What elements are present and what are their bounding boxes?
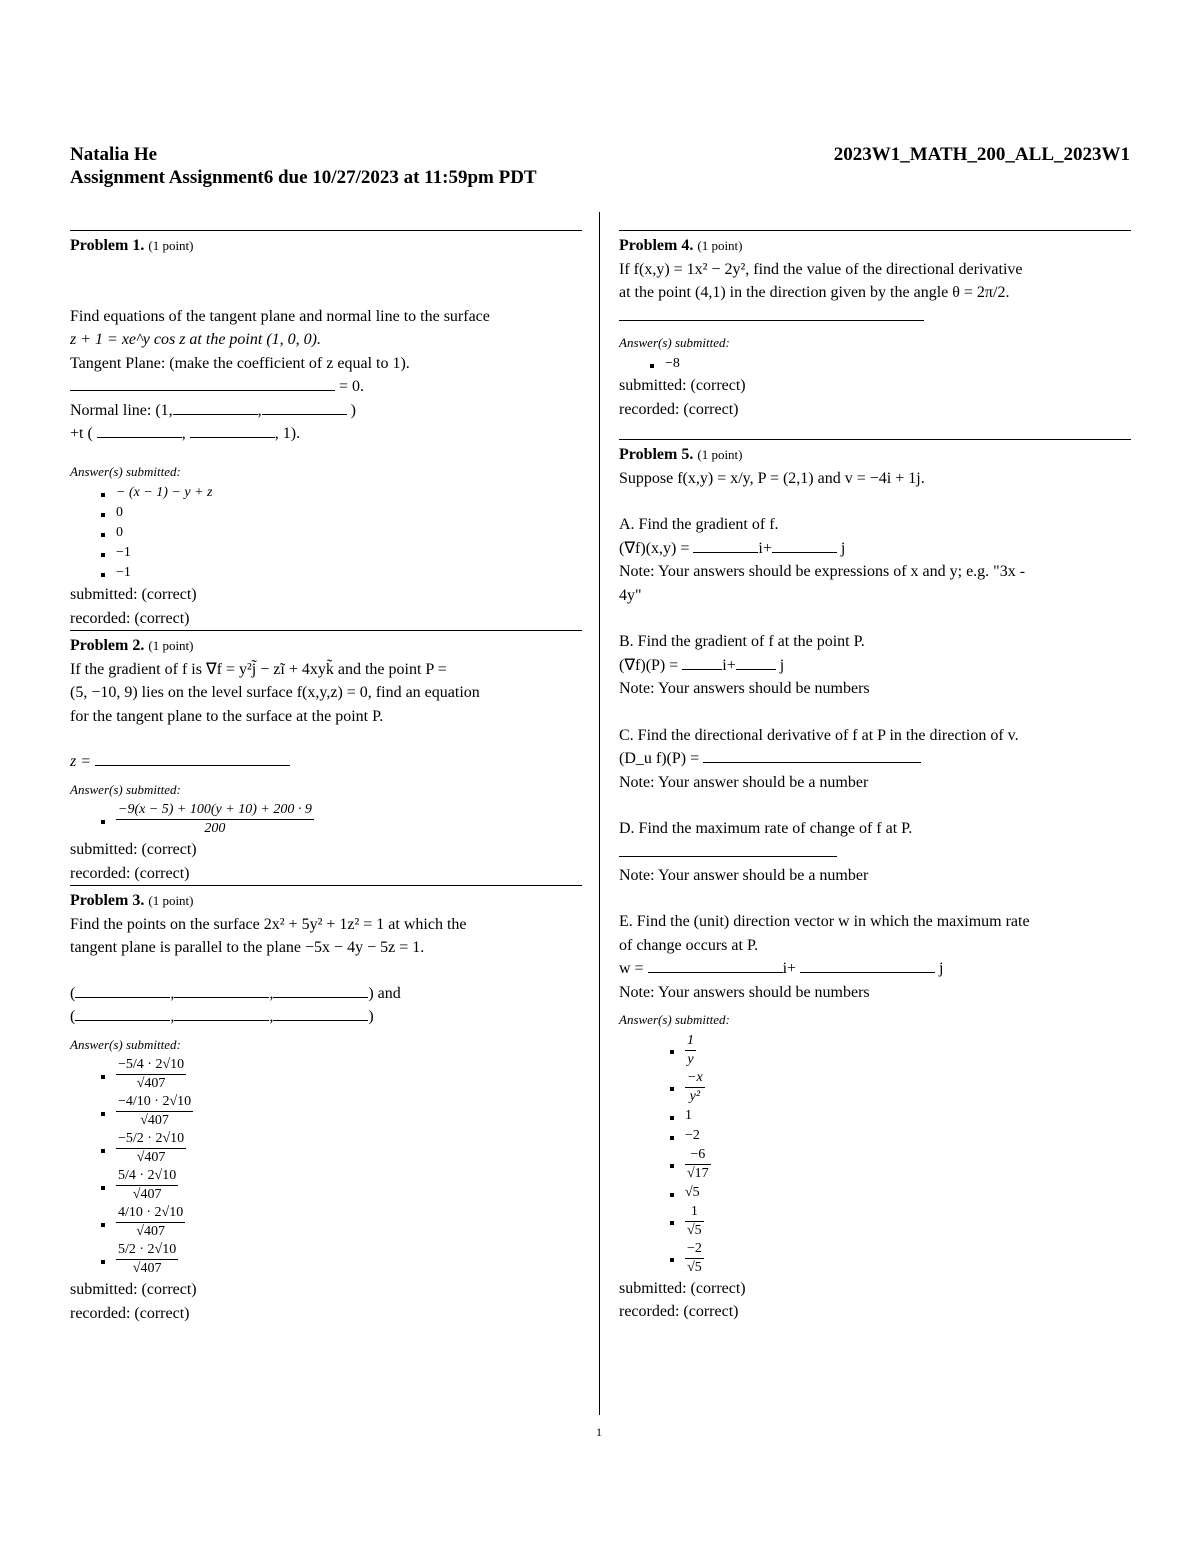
page-number: 1 [596, 1425, 602, 1439]
normal-line-t-label: +t ( [70, 425, 93, 442]
and-text: and [377, 984, 401, 1002]
problem-1: Problem 1. (1 point) Find equations of the tangent plane and normal line to the surface z + 1 = xe^y cos z at the point (1, 0, 0). Tangent Plane: (make the coefficient of z equal to 1). = 0. Normal line: (1, , ) +t ( , , 1). Answer(s) submitted: − (x − 1) − y + z 0 0 −1 −1 submitted: (correct) recorded: (correct) [70, 230, 582, 630]
fraction: $\frac{1}{y}$ [687, 1032, 694, 1067]
problem-5 [619, 439, 1131, 1324]
problem-2-submitted: submitted: (correct) [70, 841, 197, 858]
problem-3-text-2: tangent plane is parallel to the plane −5x − 4y − 5z = 1. [70, 939, 425, 956]
part-e-prompt-2: of change occurs at P. [619, 936, 759, 954]
z-label: z = [70, 753, 92, 770]
problem-3: Problem 3. (1 point) Find the points on the surface 2x² + 5y² + 1z² = 1 at which the tangent plane is parallel to the plane −5x − 4y − 5z = 1. ( , , ) and ( , , ) Answer(s) submitted: $\frac{-5/4 \cdot 2√10}{√407}$ $\frac{-4/10 \cdot 2√10}{√407}$ $\frac{-5/2 \cdot 2√10}{√407}$ $\frac{5/4 \cdot 2√10}{√407}$ $\frac{4/10 \cdot 2√10}{√407}$ $\frac{5/2 \cdot 2√10}{√407}$ submitted: (correct) recorded: (correct) [70, 885, 582, 1325]
normal-line-input-1[interactable] [173, 399, 258, 415]
normal-line-close: ) [350, 401, 356, 419]
max-rate-input[interactable] [619, 841, 837, 857]
j-unit: j [779, 656, 785, 674]
part-a-label: (∇f)(x,y) = [619, 539, 690, 557]
problem-2-recorded: recorded: (correct) [70, 864, 190, 882]
student-name: Natalia He [70, 144, 158, 165]
problem-1-text-2: z + 1 = xe^y cos z at the point (1, 0, 0). [70, 331, 321, 348]
point-1-z-input[interactable] [273, 982, 368, 998]
problem-3-submitted: submitted: (correct) [70, 1281, 197, 1298]
list-item: −1 [116, 543, 582, 563]
problem-4-title: Problem 4. [619, 237, 694, 254]
tangent-plane-z-input[interactable] [95, 750, 290, 766]
problem-5-title: Problem 5. [619, 446, 694, 463]
list-item [685, 1032, 1131, 1069]
fraction: $\frac{-4/10 \cdot 2√10}{√407}$ [118, 1094, 192, 1128]
problem-2-answer-list [70, 801, 582, 838]
problem-2 [70, 630, 582, 885]
list-item: 1 [685, 1106, 1131, 1126]
assignment-title: Assignment Assignment6 due 10/27/2023 at 11:59pm PDT [70, 167, 537, 188]
normal-line-input-2[interactable] [262, 399, 347, 415]
part-c-note: Note: Your answer should be a number [619, 773, 869, 791]
fraction: $\frac{-5/4 \cdot 2√10}{√407}$ [118, 1057, 185, 1091]
problem-1-text-1: Find equations of the tangent plane and normal line to the surface [70, 307, 490, 325]
part-e-prompt: E. Find the (unit) direction vector w in which the maximum rate [619, 913, 1030, 930]
problem-3-answers-label: Answer(s) submitted: [70, 1036, 181, 1052]
problem-2-text-2: (5, −10, 9) lies on the level surface f(x,y,z) = 0, find an equation [70, 684, 480, 701]
left-column [70, 212, 582, 1325]
problem-4-text-2: at the point (4,1) in the direction given by the angle θ = 2π/2. [619, 284, 1010, 301]
part-a-note-2: 4y" [619, 586, 642, 604]
list-item: 0 [116, 503, 582, 523]
point-2-y-input[interactable] [174, 1005, 269, 1021]
problem-4 [619, 230, 1131, 421]
right-column [619, 212, 1131, 1324]
fraction: $\frac{4/10 \cdot 2√10}{√407}$ [118, 1205, 184, 1239]
part-b-note: Note: Your answers should be numbers [619, 680, 870, 697]
list-item [116, 1056, 582, 1093]
list-item [116, 1093, 582, 1130]
course-code: 2023W1_MATH_200_ALL_2023W1 [833, 144, 1130, 165]
problem-5-submitted: submitted: (correct) [619, 1279, 746, 1297]
fraction: $\frac{5/2 \cdot 2√10}{√407}$ [118, 1242, 177, 1276]
fraction: $\frac{-9(x - 5) + 100(y + 10) + 200 \cdot 9}{200}$ [118, 802, 312, 836]
problem-3-text-1: Find the points on the surface 2x² + 5y² + 1z² = 1 at which the [70, 915, 467, 933]
problem-4-text-1: If f(x,y) = 1x² − 2y², find the value of the directional derivative [619, 260, 1023, 278]
problem-1-text-3: Tangent Plane: (make the coefficient of z equal to 1). [70, 354, 410, 372]
problem-3-recorded: recorded: (correct) [70, 1304, 190, 1322]
problem-4-points: (1 point) [697, 238, 743, 253]
point-2-z-input[interactable] [273, 1005, 368, 1021]
gradient-j-input[interactable] [772, 537, 837, 553]
directional-derivative-p-input[interactable] [703, 747, 921, 763]
fraction: $\frac{1}{√5}$ [687, 1203, 702, 1238]
normal-line-input-4[interactable] [190, 422, 275, 438]
problem-1-points: (1 point) [148, 238, 194, 253]
problem-1-answer-list [70, 483, 582, 583]
direction-j-input[interactable] [800, 957, 935, 973]
problem-3-title: Problem 3. [70, 892, 145, 909]
direction-i-input[interactable] [648, 957, 783, 973]
list-item: √5 [685, 1183, 1131, 1203]
problem-2-title: Problem 2. [70, 637, 145, 654]
i-plus: i+ [722, 656, 736, 674]
part-b-prompt: B. Find the gradient of f at the point P. [619, 633, 865, 650]
tangent-plane-input[interactable] [70, 375, 335, 391]
i-plus: i+ [758, 539, 772, 557]
part-c-label: (D_u f)(P) = [619, 750, 700, 767]
part-d-prompt: D. Find the maximum rate of change of f at P. [619, 820, 913, 837]
part-e-note: Note: Your answers should be numbers [619, 983, 870, 1001]
problem-5-recorded: recorded: (correct) [619, 1303, 739, 1320]
problem-4-answer-list [619, 354, 1131, 374]
list-item: −8 [665, 354, 1131, 374]
list-item [685, 1069, 1131, 1106]
gradient-p-i-input[interactable] [682, 654, 722, 670]
problem-5-answer-list [619, 1032, 1131, 1277]
gradient-i-input[interactable] [693, 537, 758, 553]
list-item: − (x − 1) − y + z [116, 483, 582, 503]
point-2-x-input[interactable] [75, 1005, 170, 1021]
problem-3-points: (1 point) [148, 893, 194, 908]
list-item [685, 1146, 1131, 1183]
part-c-prompt: C. Find the directional derivative of f at P in the direction of v. [619, 726, 1019, 744]
normal-line-input-3[interactable] [97, 422, 182, 438]
list-item [116, 1241, 582, 1278]
fraction: $\frac{-5/2 \cdot 2√10}{√407}$ [118, 1131, 185, 1165]
problem-1-recorded: recorded: (correct) [70, 609, 190, 627]
problem-2-points: (1 point) [148, 638, 194, 653]
list-item [116, 1167, 582, 1204]
fraction: $\frac{-6}{√17}$ [687, 1146, 709, 1181]
list-item: 0 [116, 523, 582, 543]
problem-3-answer-list [70, 1056, 582, 1278]
problem-1-submitted: submitted: (correct) [70, 586, 197, 603]
column-divider [599, 212, 600, 1415]
problem-1-answers-label: Answer(s) submitted: [70, 463, 181, 479]
problem-4-submitted: submitted: (correct) [619, 377, 746, 394]
list-item: −2 [685, 1126, 1131, 1146]
part-a-prompt: A. Find the gradient of f. [619, 516, 779, 533]
list-item [685, 1240, 1131, 1277]
problem-1-title: Problem 1. [70, 237, 145, 254]
part-d-note: Note: Your answer should be a number [619, 866, 869, 884]
j-unit: j [840, 539, 846, 557]
point-1-x-input[interactable] [75, 982, 170, 998]
normal-line-label: Normal line: (1, [70, 401, 173, 419]
part-e-label: w = [619, 960, 644, 977]
gradient-p-j-input[interactable] [736, 654, 776, 670]
fraction: $\frac{-x}{\text{y²}}$ [687, 1069, 703, 1104]
list-item: −1 [116, 563, 582, 583]
normal-line-t-close: , 1). [274, 425, 301, 442]
i-plus: i+ [782, 960, 797, 977]
list-item [685, 1203, 1131, 1240]
list-item [116, 801, 582, 838]
point-1-y-input[interactable] [174, 982, 269, 998]
problem-4-answers-label: Answer(s) submitted: [619, 334, 730, 350]
fraction: $\frac{5/4 \cdot 2√10}{√407}$ [118, 1168, 177, 1202]
list-item [116, 1130, 582, 1167]
problem-2-text-3: for the tangent plane to the surface at the point P. [70, 707, 384, 725]
list-item [116, 1204, 582, 1241]
problem-5-intro: Suppose f(x,y) = x/y, P = (2,1) and v = −4i + 1j. [619, 469, 925, 487]
problem-5-points: (1 point) [697, 447, 743, 462]
fraction: $\frac{-2}{√5}$ [687, 1240, 702, 1275]
problem-2-text-1: If the gradient of f is ∇f = y²j̃ − zĩ + 4xyk̃ and the point P = [70, 660, 447, 678]
part-a-note: Note: Your answers should be expressions of x and y; e.g. "3x - [619, 563, 1026, 580]
directional-derivative-input[interactable] [619, 305, 924, 321]
problem-2-answers-label: Answer(s) submitted: [70, 781, 181, 797]
problem-4-recorded: recorded: (correct) [619, 400, 739, 418]
j-unit: j [939, 960, 944, 977]
tangent-plane-eq-zero: = 0. [339, 378, 365, 395]
part-b-label: (∇f)(P) = [619, 656, 679, 674]
problem-5-answers-label: Answer(s) submitted: [619, 1012, 730, 1027]
